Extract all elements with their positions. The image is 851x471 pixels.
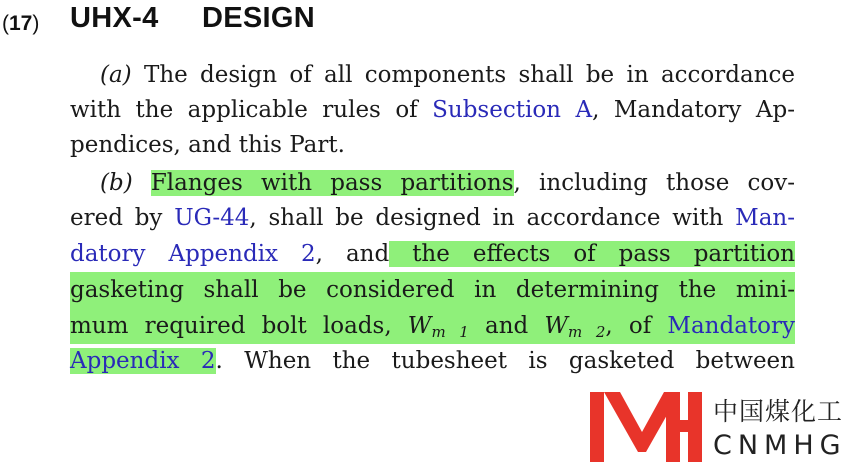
para-b-line-1: (b) Flanges with pass partitions, including those cov- (100, 170, 795, 196)
para-b-line-5: mum required bolt loads, $W_{m 1}$ and $W_{m 2}$, of Mandatory (70, 308, 795, 344)
para-a-label: (a) (100, 62, 132, 88)
link-subsection-a[interactable]: Subsection A (432, 97, 593, 123)
para-b-label: (b) (100, 170, 133, 196)
link-appendix-2-highlighted[interactable]: Appendix 2 (70, 348, 216, 374)
watermark-latin: CNMHG (713, 430, 847, 461)
link-mandatory-appendix-2-b[interactable]: Mandatory (667, 313, 795, 339)
para-b-line-2: ered by UG-44, shall be designed in accordance with Man- (70, 205, 795, 231)
para-b-line-4: gasketing shall be considered in determining the mini- (70, 272, 795, 308)
section-id: UHX-4 (70, 2, 159, 34)
link-mandatory-appendix-2-start[interactable]: Man- (735, 205, 795, 231)
para-a-line-2: with the applicable rules of Subsection A, Mandatory Ap- (70, 97, 795, 123)
link-mandatory-appendix-2-end[interactable]: datory Appendix 2 (70, 241, 316, 267)
para-a-line-3: pendices, and this Part. (70, 132, 345, 158)
highlight-effects: the effects of pass partition (389, 241, 795, 267)
para-a-line-1: (a) The design of all components shall be in accordance (100, 62, 795, 88)
watermark-chinese: 中国煤化工 (713, 397, 844, 426)
para-b-line-3: datory Appendix 2, and the effects of pass partition (70, 241, 795, 267)
link-ug-44[interactable]: UG-44 (174, 205, 250, 231)
symbol-w-m1: $W_{m 1}$ (407, 313, 469, 341)
section-title: DESIGN (202, 2, 315, 34)
symbol-w-m2: $W_{m 2}$ (544, 313, 606, 341)
para-b-line-6: Appendix 2. When the tubesheet is gasketed between (70, 348, 795, 374)
revision-mark: (17) (2, 12, 40, 35)
highlight-flanges: Flanges with pass partitions (150, 170, 514, 196)
